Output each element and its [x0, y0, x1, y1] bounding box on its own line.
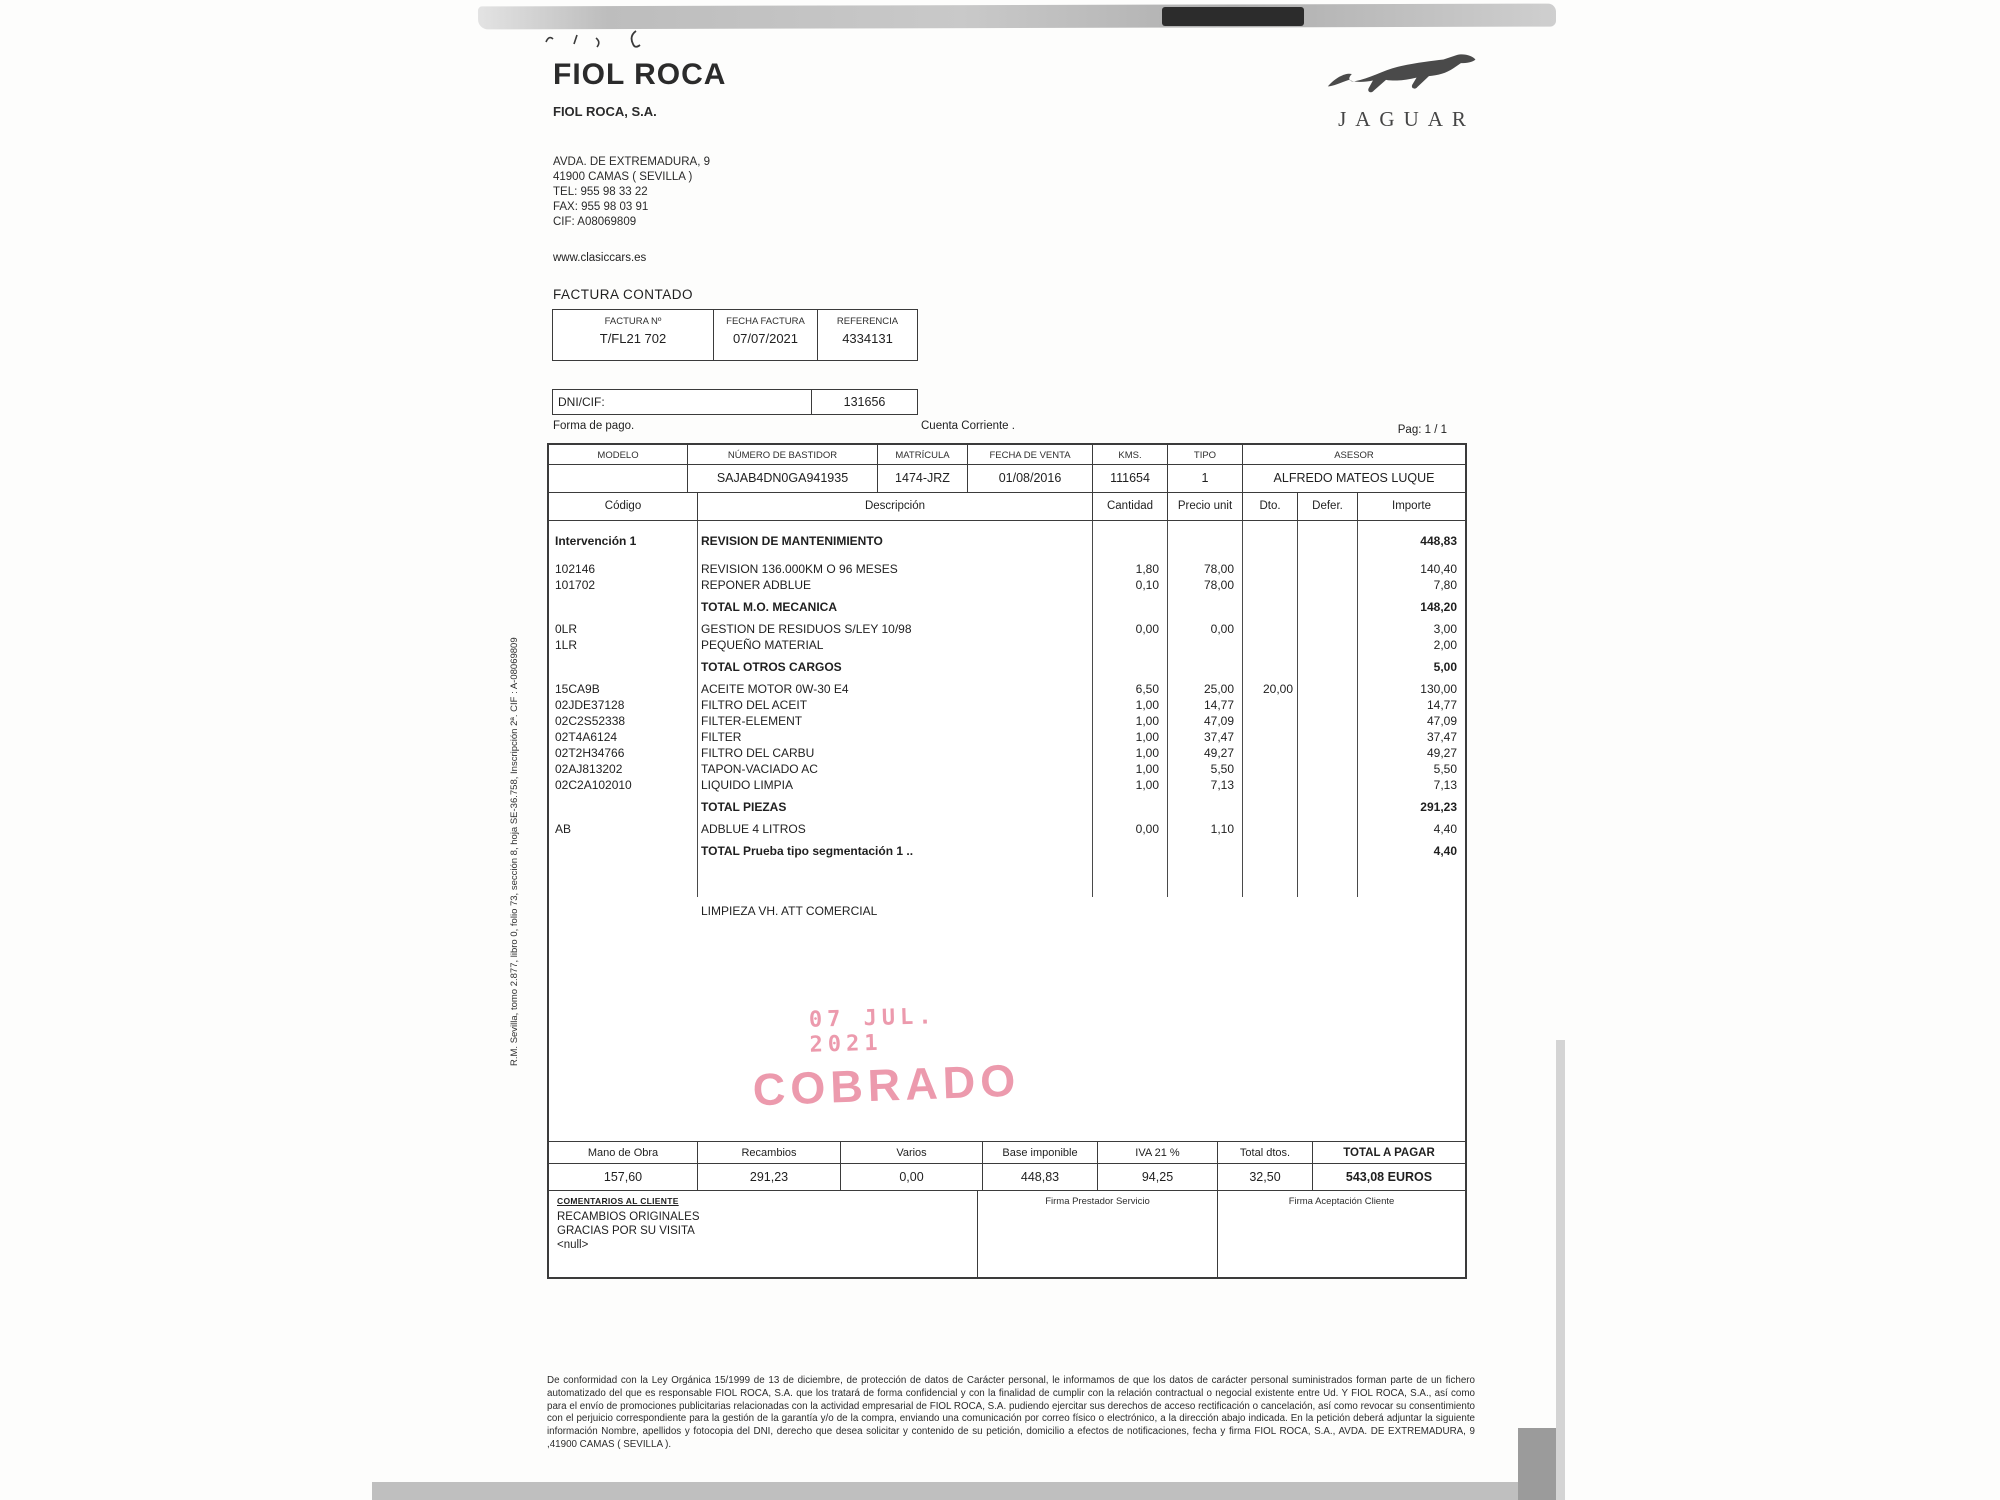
cell-precio: 78,00	[1203, 562, 1234, 576]
cell-dto	[1242, 713, 1297, 729]
cell-desc: FILTER-ELEMENT	[701, 714, 803, 728]
cell-precio	[1167, 599, 1242, 615]
cell-codigo: 02C2A102010	[555, 778, 632, 792]
table-row	[549, 777, 1465, 793]
cell-dto	[1242, 697, 1297, 713]
line-header-cell: Descripción	[697, 493, 1092, 520]
scan-artifact-right-edge	[1556, 1040, 1565, 1500]
table-row	[549, 577, 1465, 593]
invoice-header-label: FACTURA Nº	[604, 316, 662, 327]
cell-cantidad: 0,00	[1135, 822, 1159, 836]
cell-defer	[1297, 821, 1357, 837]
column-divider	[1297, 521, 1298, 897]
vehicle-value-cell: 1	[1167, 465, 1242, 492]
table-row	[549, 697, 1465, 713]
invoice-header-value: 07/07/2021	[713, 331, 817, 360]
cell-importe: 4,40	[1433, 822, 1457, 836]
cell-importe: 7,80	[1433, 578, 1457, 592]
cell-cantidad: 6,50	[1135, 682, 1159, 696]
cell-desc: TOTAL Prueba tipo segmentación 1 ..	[701, 844, 914, 858]
cell-importe: 49,27	[1426, 746, 1457, 760]
cell-cantidad: 1,00	[1135, 746, 1159, 760]
cell-defer	[1297, 799, 1357, 815]
table-row	[549, 729, 1465, 745]
cell-desc: REPONER ADBLUE	[701, 578, 812, 592]
cell-importe: 148,20	[1420, 600, 1457, 614]
cell-defer	[1297, 745, 1357, 761]
totals-header-cell: Mano de Obra	[587, 1147, 659, 1159]
address-line: CIF: A08069809	[553, 216, 637, 228]
cell-cantidad: 1,00	[1135, 714, 1159, 728]
company-name: FIOL ROCA, S.A.	[553, 104, 657, 119]
cell-desc: TAPON-VACIADO AC	[701, 762, 818, 776]
cell-importe: 140,40	[1420, 562, 1457, 576]
dni-cif-value: 131656	[811, 390, 917, 414]
table-row	[549, 637, 1465, 653]
cell-precio: 78,00	[1203, 578, 1234, 592]
jaguar-brand-block	[1312, 48, 1492, 132]
cell-desc: FILTRO DEL CARBU	[701, 746, 815, 760]
table-row	[549, 713, 1465, 729]
column-divider	[1242, 521, 1243, 897]
company-website: www.clasiccars.es	[553, 252, 647, 264]
cell-precio	[1167, 903, 1242, 919]
cell-cantidad	[1092, 533, 1167, 549]
cell-dto	[1242, 821, 1297, 837]
vehicle-value-cell: SAJAB4DN0GA941935	[687, 465, 877, 492]
cell-importe: 5,00	[1433, 660, 1457, 674]
line-items-body	[549, 521, 1465, 1141]
comments-cell	[549, 1191, 977, 1277]
invoice-header-labels	[553, 310, 917, 331]
table-row	[549, 621, 1465, 637]
cell-importe: 7,13	[1433, 778, 1457, 792]
cell-codigo	[549, 659, 697, 675]
table-row	[549, 681, 1465, 697]
totals-value-cell: 543,08 EUROS	[1312, 1164, 1465, 1190]
cell-precio	[1167, 843, 1242, 859]
cell-dto	[1242, 659, 1297, 675]
comments-lines	[557, 1210, 969, 1252]
cell-dto	[1242, 621, 1297, 637]
cell-codigo: 02T4A6124	[555, 730, 618, 744]
cell-precio: 14,77	[1203, 698, 1234, 712]
cell-precio: 0,00	[1210, 622, 1234, 636]
cell-precio: 37,47	[1203, 730, 1234, 744]
invoice-header-label: REFERENCIA	[817, 310, 917, 331]
vehicle-header-cell: TIPO	[1167, 445, 1242, 464]
table-row	[549, 799, 1465, 815]
cell-precio	[1167, 659, 1242, 675]
cell-precio: 7,13	[1210, 778, 1234, 792]
column-divider	[1092, 521, 1093, 897]
cell-defer	[1297, 729, 1357, 745]
cell-dto	[1242, 533, 1297, 549]
cell-cantidad	[1092, 599, 1167, 615]
cell-precio	[1167, 637, 1242, 653]
cell-desc: TOTAL M.O. MECANICA	[701, 600, 837, 614]
legal-text: De conformidad con la Ley Orgánica 15/1999 de 13 de diciembre, de protección de datos de Carácter personal, le informamos de que los datos de carácter personal suministrados forman parte de un fichero automatizado del que es responsable FIOL ROCA, S.A. que los tratará de forma confidencial y con la finalidad de cumplir con la relación contractual o negocial existente entre Ud. Y FIOL ROCA, S.A., así como para el envío de promociones publicitarias relacionadas con la actividad empresarial de FIOL ROCA, S.A. pudiendo ejercitar sus derechos de acceso rectificación o cancelación, así como revocar su consentimiento con el perjuicio correspondiente para la gestión de la garantía y/o de la compra, enviando una comunicación por correo físico o electrónico, a la dirección abajo indicada. En la petición deberá adjuntar la siguiente información Nombre, apellidos y fotocopia del DNI, derecho que desea solicitar y contenido de su petición, domicilio a efectos de notificaciones, fecha y firma FIOL ROCA, S.A., AVDA. DE EXTREMADURA, 9 ,41900 CAMAS ( SEVILLA ).	[547, 1375, 1475, 1450]
cell-precio: 49,27	[1203, 746, 1234, 760]
cell-desc: LIQUIDO LIMPIA	[701, 778, 794, 792]
cell-dto	[1242, 637, 1297, 653]
cell-cantidad	[1092, 843, 1167, 859]
invoice-header-value: 4334131	[817, 331, 917, 360]
cell-defer	[1297, 621, 1357, 637]
vehicle-value-cell	[549, 465, 687, 492]
cell-importe: 37,47	[1426, 730, 1457, 744]
address-line: 41900 CAMAS ( SEVILLA )	[553, 171, 693, 183]
cell-cantidad	[1092, 903, 1167, 919]
cell-defer	[1297, 843, 1357, 859]
table-row	[549, 599, 1465, 615]
cell-codigo: 02C2S52338	[555, 714, 626, 728]
cell-cantidad: 1,00	[1135, 762, 1159, 776]
totals-header-cell: IVA 21 %	[1097, 1142, 1217, 1163]
dni-cif-box	[552, 389, 918, 415]
cell-cantidad: 1,00	[1135, 778, 1159, 792]
table-row	[549, 745, 1465, 761]
cell-cantidad	[1092, 799, 1167, 815]
totals-values-row	[549, 1164, 1465, 1191]
cell-defer	[1297, 659, 1357, 675]
cell-desc: REVISION DE MANTENIMIENTO	[701, 534, 883, 548]
scan-artifact-dark-patch	[1162, 7, 1304, 26]
cell-codigo	[549, 599, 697, 615]
cell-cantidad: 0,00	[1135, 622, 1159, 636]
cell-codigo	[549, 843, 697, 859]
cell-dto	[1242, 577, 1297, 593]
cell-cantidad: 1,00	[1135, 730, 1159, 744]
cell-importe: 291,23	[1420, 800, 1457, 814]
cell-desc: LIMPIEZA VH. ATT COMERCIAL	[701, 904, 878, 918]
vehicle-value-cell: 01/08/2016	[967, 465, 1092, 492]
invoice-header-label: FECHA FACTURA	[713, 310, 817, 331]
cell-dto	[1242, 729, 1297, 745]
cell-desc: PEQUEÑO MATERIAL	[701, 638, 824, 652]
jaguar-leaper-icon	[1322, 48, 1482, 100]
cell-defer	[1297, 561, 1357, 577]
cell-precio: 47,09	[1203, 714, 1234, 728]
cell-desc: REVISION 136.000KM O 96 MESES	[701, 562, 898, 576]
cell-dto	[1242, 561, 1297, 577]
cell-desc: TOTAL OTROS CARGOS	[701, 660, 842, 674]
cell-defer	[1297, 777, 1357, 793]
cell-precio: 25,00	[1203, 682, 1234, 696]
invoice-table	[547, 443, 1467, 1279]
cell-codigo: 101702	[555, 578, 596, 592]
cell-defer	[1297, 637, 1357, 653]
line-header-cell: Precio unit	[1167, 493, 1242, 520]
cell-cantidad	[1092, 637, 1167, 653]
table-row	[549, 561, 1465, 577]
totals-header-cell: Recambios	[697, 1142, 840, 1163]
cell-codigo: 102146	[555, 562, 596, 576]
firma-prestador-cell: Firma Prestador Servicio	[977, 1191, 1217, 1277]
dni-cif-label: DNI/CIF:	[558, 395, 605, 409]
vehicle-header-cell: NÚMERO DE BASTIDOR	[687, 445, 877, 464]
cell-dto	[1242, 777, 1297, 793]
totals-header-cell: Total dtos.	[1217, 1142, 1312, 1163]
firma-cliente-cell: Firma Aceptación Cliente	[1217, 1191, 1465, 1277]
cell-dto	[1242, 599, 1297, 615]
column-divider	[1357, 521, 1358, 897]
cell-importe: 4,40	[1433, 844, 1457, 858]
cell-codigo: 02T2H34766	[555, 746, 625, 760]
footer-comments-row	[549, 1191, 1465, 1277]
invoice-header-box	[552, 309, 918, 361]
invoice-header-value: T/FL21 702	[599, 331, 667, 346]
cell-defer	[1297, 697, 1357, 713]
cell-codigo: 0LR	[555, 622, 578, 636]
cell-defer	[1297, 533, 1357, 549]
totals-header-row	[549, 1141, 1465, 1164]
pen-marks-icon	[540, 26, 660, 52]
comments-label: COMENTARIOS AL CLIENTE	[557, 1196, 679, 1206]
totals-header-cell: TOTAL A PAGAR	[1312, 1142, 1465, 1163]
table-row	[549, 659, 1465, 675]
cell-importe: 5,50	[1433, 762, 1457, 776]
cell-dto	[1242, 761, 1297, 777]
cell-dto	[1242, 799, 1297, 815]
registry-side-text: R.M. Sevilla, tomo 2.877, libro 0, folio 73, sección 8, hoja SE-36.758, Inscripción 2ª. CIF : A-08069809	[509, 637, 520, 1066]
table-row	[549, 903, 1465, 919]
cell-precio	[1167, 533, 1242, 549]
cell-dto	[1242, 843, 1297, 859]
cell-precio: 5,50	[1210, 762, 1234, 776]
invoice-header-values	[553, 331, 917, 360]
cell-importe: 2,00	[1433, 638, 1457, 652]
cell-codigo: 02AJ813202	[555, 762, 623, 776]
company-logo: FIOL ROCA	[553, 58, 727, 91]
vehicle-value-cell: 111654	[1092, 465, 1167, 492]
totals-value-cell: 291,23	[697, 1164, 840, 1190]
table-row	[549, 821, 1465, 837]
cell-precio: 1,10	[1210, 822, 1234, 836]
table-row	[549, 761, 1465, 777]
line-header-cell: Cantidad	[1092, 493, 1167, 520]
totals-value-cell: 0,00	[840, 1164, 982, 1190]
address-line: TEL: 955 98 33 22	[553, 186, 648, 198]
cell-precio	[1167, 799, 1242, 815]
cell-defer	[1297, 599, 1357, 615]
totals-header-cell: Base imponible	[982, 1142, 1097, 1163]
cell-codigo: AB	[555, 822, 572, 836]
cell-cantidad: 0,10	[1135, 578, 1159, 592]
line-header-cell: Dto.	[1242, 493, 1297, 520]
cell-importe: 14,77	[1426, 698, 1457, 712]
cell-cantidad	[1092, 659, 1167, 675]
cell-dto	[1242, 745, 1297, 761]
cell-defer	[1297, 713, 1357, 729]
address-line: AVDA. DE EXTREMADURA, 9	[553, 156, 710, 168]
cell-importe: 130,00	[1420, 682, 1457, 696]
cell-desc: FILTER	[701, 730, 742, 744]
line-header-cell: Código	[604, 500, 642, 512]
cell-importe: 448,83	[1420, 534, 1457, 548]
cell-defer	[1297, 577, 1357, 593]
vehicle-header-cell: MATRÍCULA	[877, 445, 967, 464]
comment-line: <null>	[557, 1239, 589, 1251]
cell-dto	[1242, 903, 1297, 919]
cell-dto: 20,00	[1262, 682, 1293, 696]
cell-desc: ADBLUE 4 LITROS	[701, 822, 806, 836]
vehicle-header-cell: MODELO	[597, 450, 639, 461]
address-line: FAX: 955 98 03 91	[553, 201, 649, 213]
column-divider	[697, 521, 698, 897]
cell-codigo: 1LR	[555, 638, 578, 652]
column-divider	[1167, 521, 1168, 897]
table-row	[549, 843, 1465, 859]
vehicle-header-row	[549, 445, 1465, 465]
cell-desc: FILTRO DEL ACEIT	[701, 698, 808, 712]
cell-importe: 47,09	[1426, 714, 1457, 728]
comment-line: RECAMBIOS ORIGINALES	[557, 1211, 700, 1223]
cell-desc: GESTION DE RESIDUOS S/LEY 10/98	[701, 622, 912, 636]
cell-desc: ACEITE MOTOR 0W-30 E4	[701, 682, 849, 696]
cell-codigo: 02JDE37128	[555, 698, 625, 712]
cell-desc: TOTAL PIEZAS	[701, 800, 787, 814]
cell-defer	[1297, 681, 1357, 697]
table-row	[549, 533, 1465, 549]
vehicle-header-cell: FECHA DE VENTA	[967, 445, 1092, 464]
forma-pago-label: Forma de pago.	[553, 420, 635, 432]
line-header-cell: Importe	[1357, 493, 1465, 520]
totals-value-cell: 157,60	[603, 1170, 643, 1184]
comment-line: GRACIAS POR SU VISITA	[557, 1225, 695, 1237]
cell-cantidad: 1,80	[1135, 562, 1159, 576]
cell-importe: 3,00	[1433, 622, 1457, 636]
totals-header-cell: Varios	[840, 1142, 982, 1163]
cell-defer	[1297, 761, 1357, 777]
jaguar-wordmark: JAGUAR	[1338, 107, 1475, 131]
totals-value-cell: 32,50	[1217, 1164, 1312, 1190]
document-type-title: FACTURA CONTADO	[553, 287, 694, 302]
cell-codigo	[549, 903, 697, 919]
vehicle-value-cell: ALFREDO MATEOS LUQUE	[1242, 465, 1465, 492]
paid-stamp	[751, 1003, 1022, 1116]
totals-value-cell: 94,25	[1097, 1164, 1217, 1190]
cell-codigo: Intervención 1	[555, 534, 637, 548]
page-number: Pag: 1 / 1	[1397, 424, 1447, 436]
line-items-header	[549, 493, 1465, 521]
cell-codigo: 15CA9B	[555, 682, 600, 696]
vehicle-header-cell: ASESOR	[1242, 445, 1465, 464]
stamp-date: 07 JUL. 2021	[808, 1004, 937, 1058]
line-header-cell: Defer.	[1297, 493, 1357, 520]
forma-pago-value: Cuenta Corriente .	[921, 420, 1015, 432]
scan-artifact-bottom-edge	[372, 1482, 1564, 1500]
payment-row	[553, 420, 1463, 438]
totals-value-cell: 448,83	[982, 1164, 1097, 1190]
cell-defer	[1297, 903, 1357, 919]
cell-importe	[1357, 903, 1465, 919]
cell-cantidad: 1,00	[1135, 698, 1159, 712]
company-address	[553, 155, 710, 230]
cell-codigo	[549, 799, 697, 815]
vehicle-header-cell: KMS.	[1092, 445, 1167, 464]
vehicle-values-row	[549, 465, 1465, 493]
stamp-text: COBRADO	[751, 1054, 1022, 1116]
vehicle-value-cell: 1474-JRZ	[877, 465, 967, 492]
